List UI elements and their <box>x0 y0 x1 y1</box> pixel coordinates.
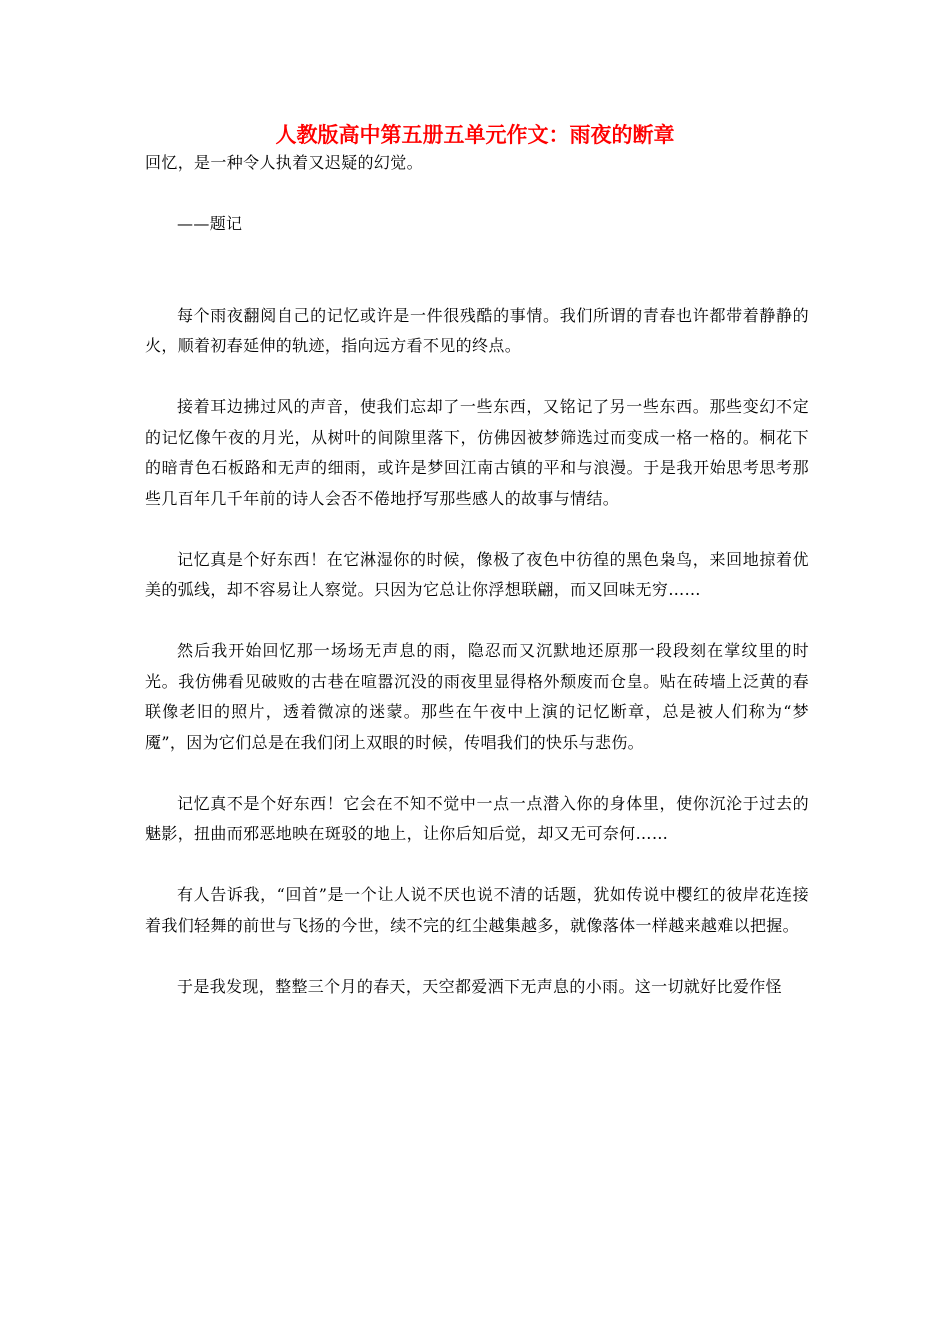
epigraph: 回忆，是一种令人执着又迟疑的幻觉。 <box>145 153 423 172</box>
body-paragraph: 有人告诉我，“回首”是一个让人说不厌也说不清的话题，犹如传说中樱红的彼岸花连接着我们轻舞的前世与飞扬的今世，续不完的红尘越集越多，就像落体一样越来越难以把握。 <box>145 885 809 935</box>
document-title: 人教版高中第五册五单元作文：雨夜的断章 <box>275 122 675 147</box>
body-paragraph: 记忆真是个好东西！在它淋湿你的时候，像极了夜色中彷徨的黑色枭鸟，来回地掠着优美的弧线，却不容易让人察觉。只因为它总让你浮想联翩，而又回味无穷…… <box>145 549 809 599</box>
body-paragraph: 记忆真不是个好东西！它会在不知不觉中一点一点潜入你的身体里，使你沉沦于过去的魅影，扭曲而邪恶地映在斑驳的地上，让你后知后觉，却又无可奈何…… <box>145 793 809 843</box>
epigraph-signature: ——题记 <box>177 214 243 233</box>
document-body <box>145 148 809 1033</box>
body-paragraph: 于是我发现，整整三个月的春天，天空都爱洒下无声息的小雨。这一切就好比爱作怪 <box>177 976 782 996</box>
body-paragraph: 接着耳边拂过风的声音，使我们忘却了一些东西，又铭记了另一些东西。那些变幻不定的记忆像午夜的月光，从树叶的间隙里落下，仿佛因被梦筛选过而变成一格一格的。桐花下的暗青色石板路和无声的细雨，或许是梦回江南古镇的平和与浪漫。于是我开始思考思考那些几百年几千年前的诗人会否不倦地抒写那些感人的故事与情结。 <box>145 397 809 508</box>
body-paragraph: 然后我开始回忆那一场场无声息的雨，隐忍而又沉默地还原那一段段刻在掌纹里的时光。我仿佛看见破败的古巷在喧嚣沉没的雨夜里显得格外颓废而仓皇。贴在砖墙上泛黄的春联像老旧的照片，透着微凉的迷蒙。那些在午夜中上演的记忆断章，总是被人们称为“梦魇”，因为它们总是在我们闭上双眼的时候，传唱我们的快乐与悲伤。 <box>145 641 809 752</box>
body-paragraph: 每个雨夜翻阅自己的记忆或许是一件很残酷的事情。我们所谓的青春也许都带着静静的火，顺着初春延伸的轨迹，指向远方看不见的终点。 <box>145 305 809 355</box>
